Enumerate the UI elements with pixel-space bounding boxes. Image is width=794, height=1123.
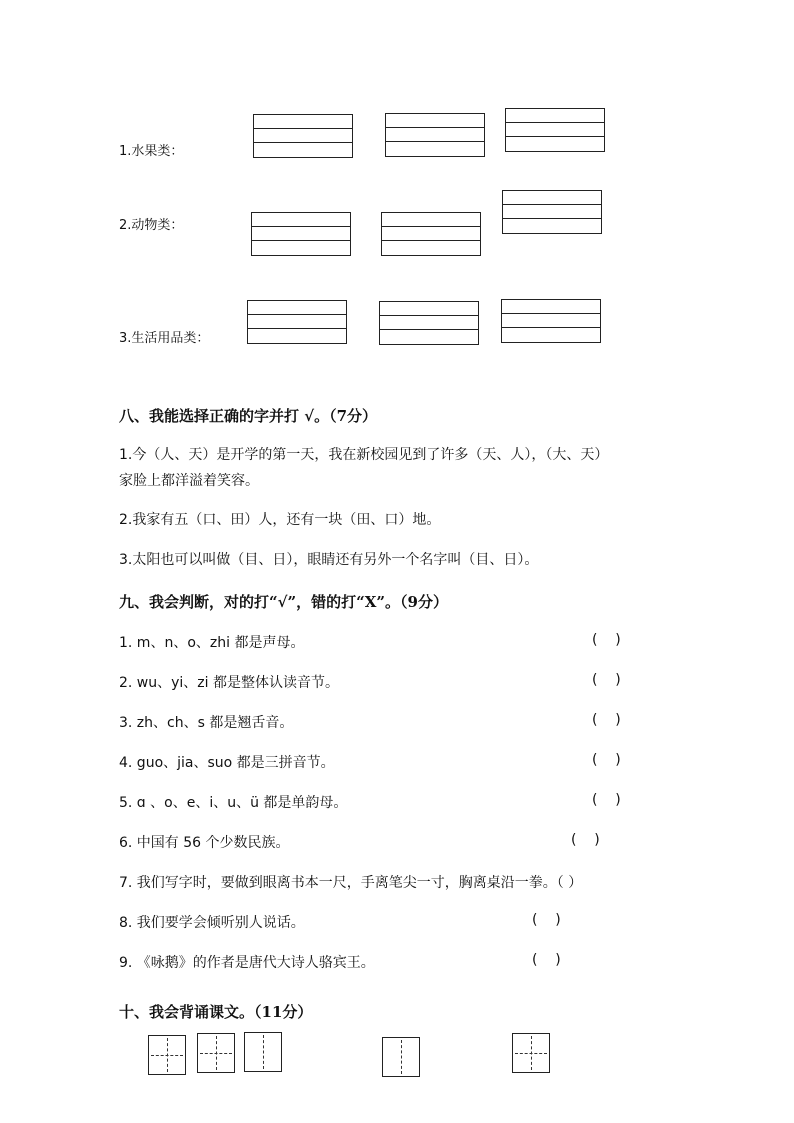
judgement-item-5: 5. ɑ 、o、e、i、u、ü 都是单韵母。 <box>119 795 348 811</box>
character-grid-box[interactable] <box>382 1037 420 1077</box>
pinyin-writing-box[interactable] <box>381 212 481 256</box>
pinyin-writing-box[interactable] <box>385 113 485 157</box>
pinyin-writing-box[interactable] <box>253 114 353 158</box>
pinyin-writing-box[interactable] <box>505 108 605 152</box>
answer-paren[interactable]: ( ) <box>571 832 600 848</box>
section-8-item-1-line-1: 1.今（人、天）是开学的第一天，我在新校园见到了许多（天、人），（大、天） <box>119 447 609 463</box>
character-grid-box[interactable] <box>148 1035 186 1075</box>
character-grid-box[interactable] <box>244 1032 282 1072</box>
pinyin-writing-box[interactable] <box>501 299 601 343</box>
answer-paren[interactable]: ( ) <box>532 912 561 928</box>
judgement-item-8: 8. 我们要学会倾听别人说话。 <box>119 915 305 931</box>
judgement-item-7: 7. 我们写字时，要做到眼离书本一尺，手离笔尖一寸，胸离桌沿一拳。（ ） <box>119 875 583 891</box>
section-8-item-2: 2.我家有五（口、田）人，还有一块（田、口）地。 <box>119 512 441 528</box>
category-label-fruit: 1.水果类： <box>119 144 184 159</box>
answer-paren[interactable]: ( ) <box>532 952 561 968</box>
section-8-item-1-line-2: 家脸上都洋溢着笑容。 <box>119 473 259 489</box>
answer-paren[interactable]: ( ) <box>592 752 621 768</box>
character-grid-box[interactable] <box>512 1033 550 1073</box>
answer-paren[interactable]: ( ) <box>592 792 621 808</box>
section-10-heading: 十、我会背诵课文。（11分） <box>119 1003 313 1021</box>
judgement-item-9: 9. 《咏鹅》的作者是唐代大诗人骆宾王。 <box>119 955 375 971</box>
section-8-heading: 八、我能选择正确的字并打 √。（7分） <box>119 407 378 425</box>
character-grid-box[interactable] <box>197 1033 235 1073</box>
judgement-item-2: 2. wu、yi、zi 都是整体认读音节。 <box>119 675 339 691</box>
answer-paren[interactable]: ( ) <box>592 672 621 688</box>
answer-paren[interactable]: ( ) <box>592 712 621 728</box>
judgement-item-1: 1. m、n、o、zhi 都是声母。 <box>119 635 305 651</box>
pinyin-writing-box[interactable] <box>251 212 351 256</box>
pinyin-writing-box[interactable] <box>502 190 602 234</box>
section-9-heading: 九、我会判断，对的打“√”，错的打“X”。（9分） <box>119 593 448 611</box>
judgement-item-3: 3. zh、ch、s 都是翘舌音。 <box>119 715 294 731</box>
pinyin-writing-box[interactable] <box>379 301 479 345</box>
judgement-item-6: 6. 中国有 56 个少数民族。 <box>119 835 290 851</box>
section-8-item-1 <box>119 442 608 494</box>
answer-paren[interactable]: ( ) <box>592 632 621 648</box>
category-label-daily-goods: 3.生活用品类： <box>119 331 210 346</box>
category-label-animal: 2.动物类： <box>119 218 184 233</box>
judgement-item-4: 4. guo、jia、suo 都是三拼音节。 <box>119 755 335 771</box>
section-8-item-3: 3.太阳也可以叫做（目、日），眼睛还有另外一个名字叫（目、日）。 <box>119 552 539 568</box>
pinyin-writing-box[interactable] <box>247 300 347 344</box>
